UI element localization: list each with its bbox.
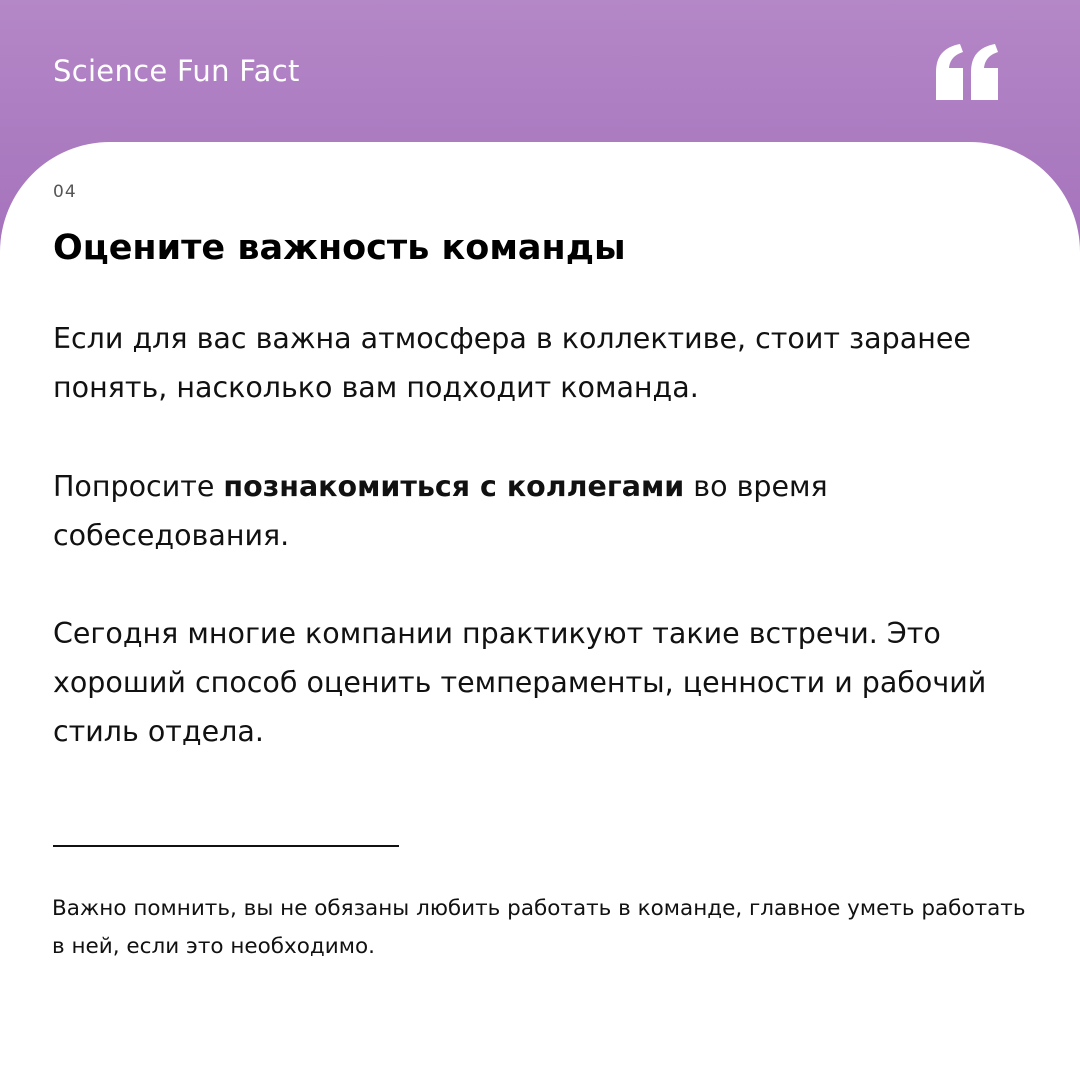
paragraph-advice-suffix: во время собеседования. <box>53 470 828 552</box>
paragraph-advice <box>53 462 1033 560</box>
quote-mark-icon <box>936 44 1000 100</box>
brand-title: Science Fun Fact <box>53 54 300 88</box>
paragraph-intro: Если для вас важна атмосфера в коллективе, стоит заранее понять, насколько вам подходит команда. <box>53 322 971 404</box>
paragraph-advice-prefix: Попросите <box>53 470 224 503</box>
slide-title: Оцените важность команды <box>53 228 626 268</box>
divider-line <box>53 845 399 847</box>
slide-number: 04 <box>53 182 77 202</box>
paragraph-explanation: Сегодня многие компании практикуют такие встречи. Это хороший способ оценить темпераменты, ценности и рабочий стиль отдела. <box>53 617 987 748</box>
footnote: Важно помнить, вы не обязаны любить работать в команде, главное уметь работать в ней, если это необходимо. <box>52 896 1026 959</box>
paragraph-advice-emphasis: познакомиться с коллегами <box>223 470 685 503</box>
